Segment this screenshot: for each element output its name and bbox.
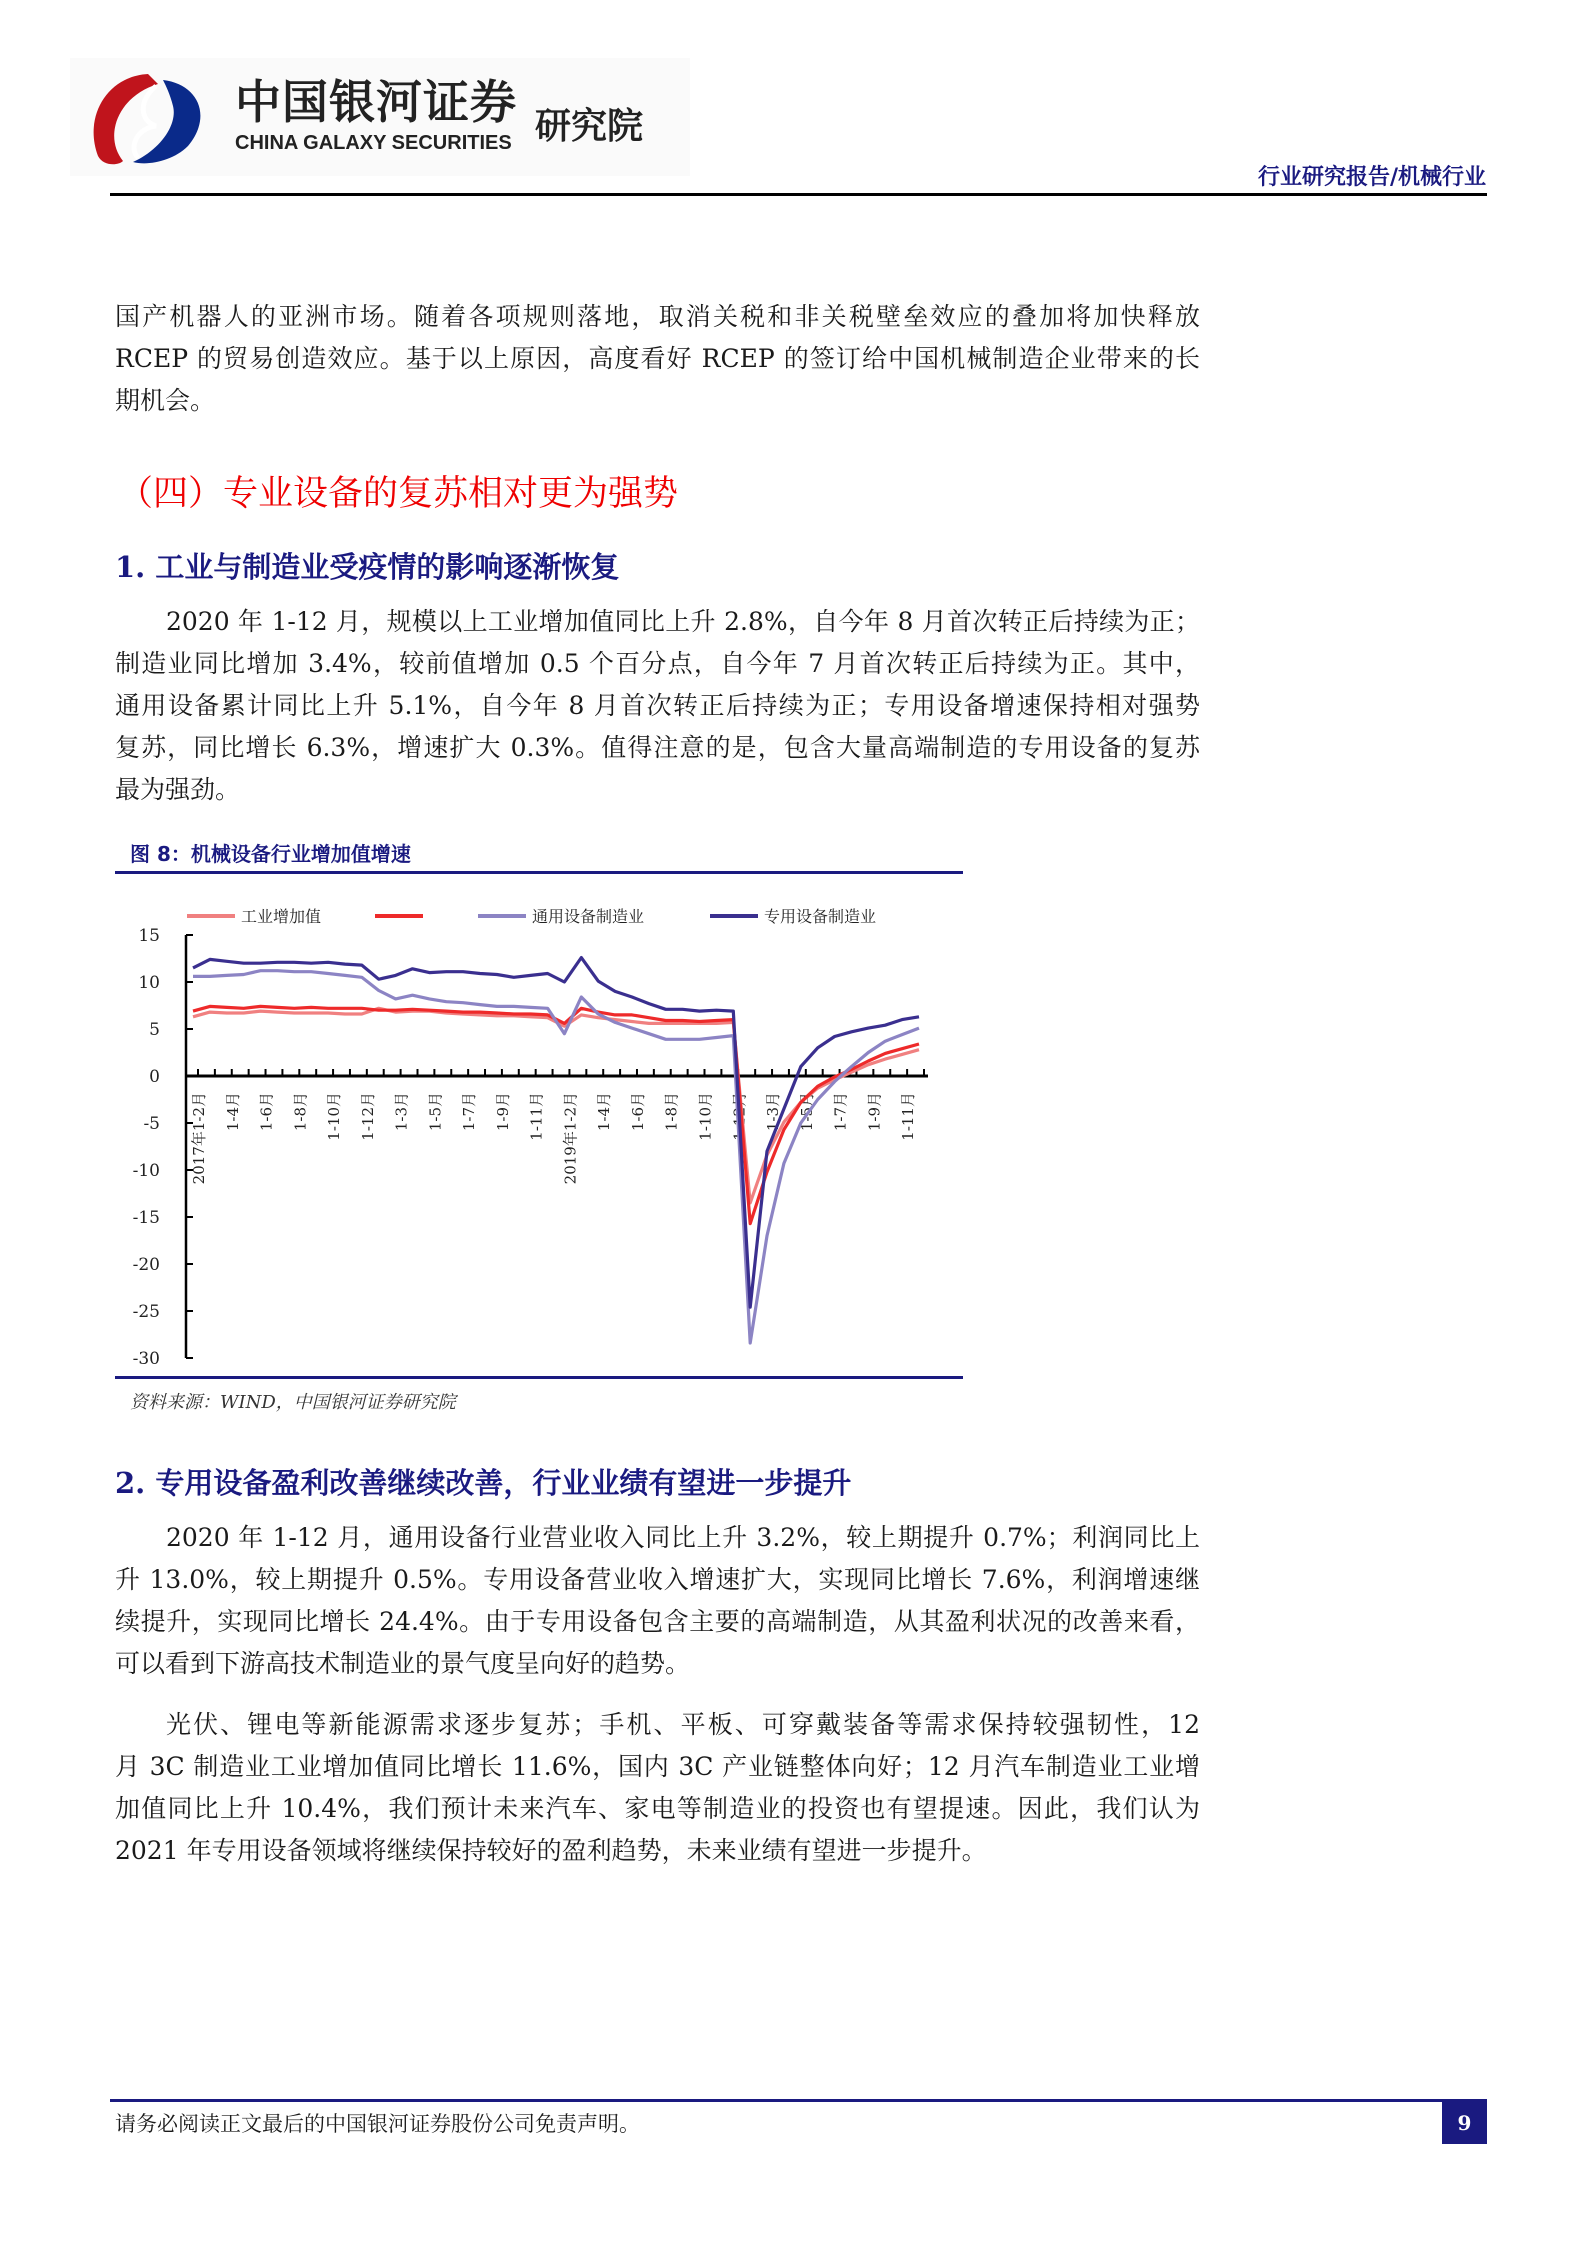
logo-chinese-name: 中国银河证券 xyxy=(235,75,517,129)
text-line: 续提升，实现同比增长 24.4%。由于专用设备包含主要的高端制造，从其盈利状况的改善来看， xyxy=(115,1607,1200,1636)
page-number: 9 xyxy=(1442,2102,1487,2144)
text-line: 光伏、锂电等新能源需求逐步复苏；手机、平板、可穿戴装备等需求保持较强韧性，12 xyxy=(166,1710,1200,1739)
x-tick-label: 1-3月 xyxy=(392,1092,411,1132)
text-line: 可以看到下游高技术制造业的景气度呈向好的趋势。 xyxy=(115,1649,691,1678)
x-tick-label: 1-10月 xyxy=(696,1092,715,1141)
x-tick-label: 1-11月 xyxy=(899,1092,918,1141)
x-tick-label: 2017年1-2月 xyxy=(190,1092,208,1185)
x-tick-label: 1-6月 xyxy=(628,1092,647,1132)
legend-label: 工业增加值 xyxy=(241,907,322,926)
text-line: 2020 年 1-12 月，通用设备行业营业收入同比上升 3.2%，较上期提升 0.7%；利润同比上 xyxy=(166,1523,1200,1552)
logo-institute: 研究院 xyxy=(535,106,644,147)
y-tick-label: 5 xyxy=(149,1020,160,1040)
y-tick-label: 10 xyxy=(138,973,160,993)
x-tick-label: 1-4月 xyxy=(223,1092,242,1132)
figure-top-rule xyxy=(115,871,963,874)
x-tick-label: 1-3月 xyxy=(764,1092,783,1132)
text-line: 加值同比上升 10.4%，我们预计未来汽车、家电等制造业的投资也有望提速。因此，我们认为 xyxy=(115,1794,1200,1823)
x-tick-label: 2019年1-2月 xyxy=(561,1092,580,1185)
x-tick-label: 1-11月 xyxy=(527,1092,546,1141)
line-chart xyxy=(0,880,980,1375)
figure-title: 图 8：机械设备行业增加值增速 xyxy=(130,842,411,866)
text-line: 期机会。 xyxy=(115,386,216,415)
footer-disclaimer: 请务必阅读正文最后的中国银河证券股份公司免责声明。 xyxy=(115,2112,640,2136)
x-tick-label: 1-12月 xyxy=(730,1092,749,1141)
x-tick-label: 1-5月 xyxy=(426,1092,445,1132)
text-line: 月 3C 制造业工业增加值同比增长 11.6%，国内 3C 产业链整体向好；12 月汽车制造业工业增 xyxy=(115,1752,1200,1781)
report-type: 行业研究报告/机械行业 xyxy=(1257,164,1486,190)
subsection-heading-1: 1. 工业与制造业受疫情的影响逐渐恢复 xyxy=(115,550,620,584)
x-tick-label: 1-9月 xyxy=(493,1092,512,1132)
y-tick-label: 15 xyxy=(138,926,160,946)
figure-source: 资料来源：WIND，中国银河证券研究院 xyxy=(130,1392,456,1413)
y-tick-label: -15 xyxy=(132,1208,160,1228)
text-line: 国产机器人的亚洲市场。随着各项规则落地，取消关税和非关税壁垒效应的叠加将加快释放 xyxy=(115,302,1200,331)
x-tick-label: 1-6月 xyxy=(257,1092,276,1132)
text-line: 2020 年 1-12 月，规模以上工业增加值同比上升 2.8%，自今年 8 月首次转正后持续为正； xyxy=(166,607,1200,636)
section-heading: （四）专业设备的复苏相对更为强势 xyxy=(118,474,679,514)
legend-label: 通用设备制造业 xyxy=(532,907,645,926)
text-line: 2021 年专用设备领域将继续保持较好的盈利趋势，未来业绩有望进一步提升。 xyxy=(115,1836,987,1865)
footer-divider xyxy=(110,2099,1487,2102)
x-tick-label: 1-10月 xyxy=(325,1092,344,1141)
logo-english-name: CHINA GALAXY SECURITIES xyxy=(235,132,512,154)
y-tick-label: 0 xyxy=(149,1067,160,1087)
galaxy-logo-icon xyxy=(78,66,228,170)
text-line: 制造业同比增加 3.4%，较前值增加 0.5 个百分点，自今年 7 月首次转正后持续为正。其中， xyxy=(115,649,1200,678)
text-line: 升 13.0%，较上期提升 0.5%。专用设备营业收入增速扩大，实现同比增长 7.6%，利润增速继 xyxy=(115,1565,1200,1594)
y-tick-label: -30 xyxy=(132,1349,160,1369)
x-tick-label: 1-9月 xyxy=(865,1092,884,1132)
x-tick-label: 1-7月 xyxy=(831,1092,850,1132)
y-tick-label: -25 xyxy=(132,1302,160,1322)
y-tick-label: -20 xyxy=(132,1255,160,1275)
series-line-3 xyxy=(193,971,919,1343)
legend-label: 专用设备制造业 xyxy=(764,907,877,926)
x-tick-label: 1-8月 xyxy=(662,1092,681,1132)
y-tick-label: -10 xyxy=(132,1161,160,1181)
y-tick-label: -5 xyxy=(143,1114,160,1134)
x-tick-label: 1-8月 xyxy=(291,1092,310,1132)
x-tick-label: 1-5月 xyxy=(797,1092,816,1132)
figure-bottom-rule xyxy=(115,1376,963,1379)
company-logo xyxy=(70,58,690,176)
text-line: RCEP 的贸易创造效应。基于以上原因，高度看好 RCEP 的签订给中国机械制造企业带来的长 xyxy=(115,344,1200,373)
x-tick-label: 1-7月 xyxy=(460,1092,479,1132)
text-line: 通用设备累计同比上升 5.1%，自今年 8 月首次转正后持续为正；专用设备增速保持相对强势 xyxy=(115,691,1200,720)
x-tick-label: 1-12月 xyxy=(358,1092,377,1141)
subsection-heading-2: 2. 专用设备盈利改善继续改善，行业业绩有望进一步提升 xyxy=(115,1466,852,1500)
text-line: 最为强劲。 xyxy=(115,775,241,804)
series-line-4 xyxy=(193,958,919,1308)
x-tick-label: 1-4月 xyxy=(595,1092,614,1132)
header-divider xyxy=(110,193,1487,196)
text-line: 复苏，同比增长 6.3%，增速扩大 0.3%。值得注意的是，包含大量高端制造的专用设备的复苏 xyxy=(115,733,1200,762)
